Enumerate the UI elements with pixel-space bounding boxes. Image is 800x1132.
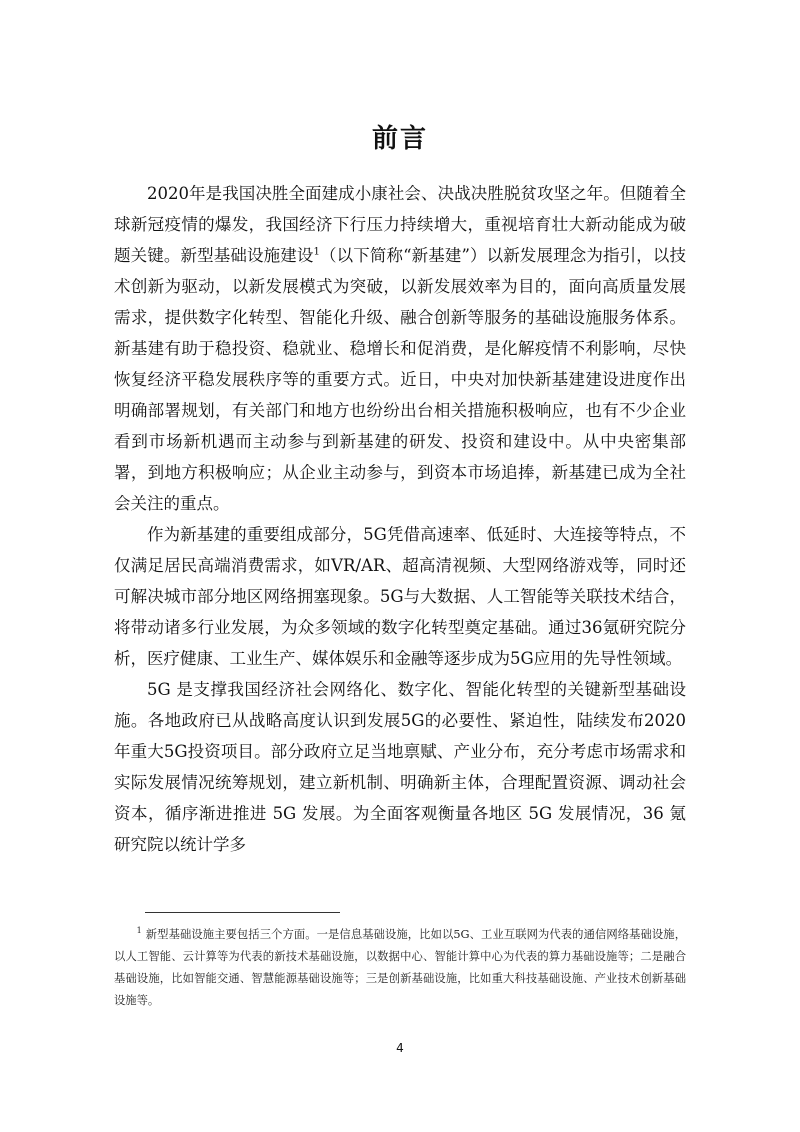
page-number: 4: [396, 1041, 404, 1055]
paragraph-1-text-a: 2020年是我国决胜全面建成小康社会、决战决胜脱贫攻坚之年。但随着全球新冠疫情的爆发，我国经济下行压力持续增大，重视培育壮大新动能成为破题关键。新型基础设施建设: [114, 184, 686, 265]
paragraph-1: [114, 178, 686, 519]
footnote-divider: [145, 912, 340, 913]
paragraph-2: 作为新基建的重要组成部分，5G凭借高速率、低延时、大连接等特点，不仅满足居民高端消费需求，如VR/AR、超高清视频、大型网络游戏等，同时还可解决城市部分地区网络拥塞现象。5G与大数据、人工智能等关联技术结合，将带动诸多行业发展，为众多领域的数字化转型奠定基础。通过36氪研究院分析，医疗健康、工业生产、媒体娱乐和金融等逐步成为5G应用的先导性领域。: [114, 525, 686, 668]
body-text: [114, 178, 686, 860]
footnote-text: 新型基础设施主要包括三个方面。一是信息基础设施，比如以5G、工业互联网为代表的通信网络基础设施，以人工智能、云计算等为代表的新技术基础设施，以数据中心、智能计算中心为代表的算力基础设施等；二是融合基础设施，比如智能交通、智慧能源基础设施等；三是创新基础设施，比如重大科技基础设施、产业技术创新基础设施等。: [114, 927, 686, 1007]
footnote-marker: 1: [136, 926, 142, 935]
footnote-reference[interactable]: 1: [313, 246, 320, 258]
paragraph-1-text-b: （以下简称“新基建”）以新发展理念为指引，以技术创新为驱动，以新发展模式为突破，以新发展效率为目的，面向高质量发展需求，提供数字化转型、智能化升级、融合创新等服务的基础设施服务体系。新基建有助于稳投资、稳就业、稳增长和促消费，是化解疫情不利影响，尽快恢复经济平稳发展秩序等的重要方式。近日，中央对加快新基建建设进度作出明确部署规划，有关部门和地方也纷纷出台相关措施积极响应，也有不少企业看到市场新机遇而主动参与到新基建的研发、投资和建设中。从中央密集部署，到地方积极响应；从企业主动参与，到资本市场追捧，新基建已成为全社会关注的重点。: [114, 246, 687, 513]
paragraph-3: 5G 是支撑我国经济社会网络化、数字化、智能化转型的关键新型基础设施。各地政府已从战略高度认识到发展5G的必要性、紧迫性，陆续发布2020年重大5G投资项目。部分政府立足当地禀赋、产业分布，充分考虑市场需求和实际发展情况统筹规划，建立新机制、明确新主体，合理配置资源、调动社会资本，循序渐进推进 5G 发展。为全面客观衡量各地区 5G 发展情况，36 氪研究院以统计学多: [114, 680, 686, 854]
footnote: [114, 920, 686, 1012]
page-title: 前言: [371, 124, 428, 154]
